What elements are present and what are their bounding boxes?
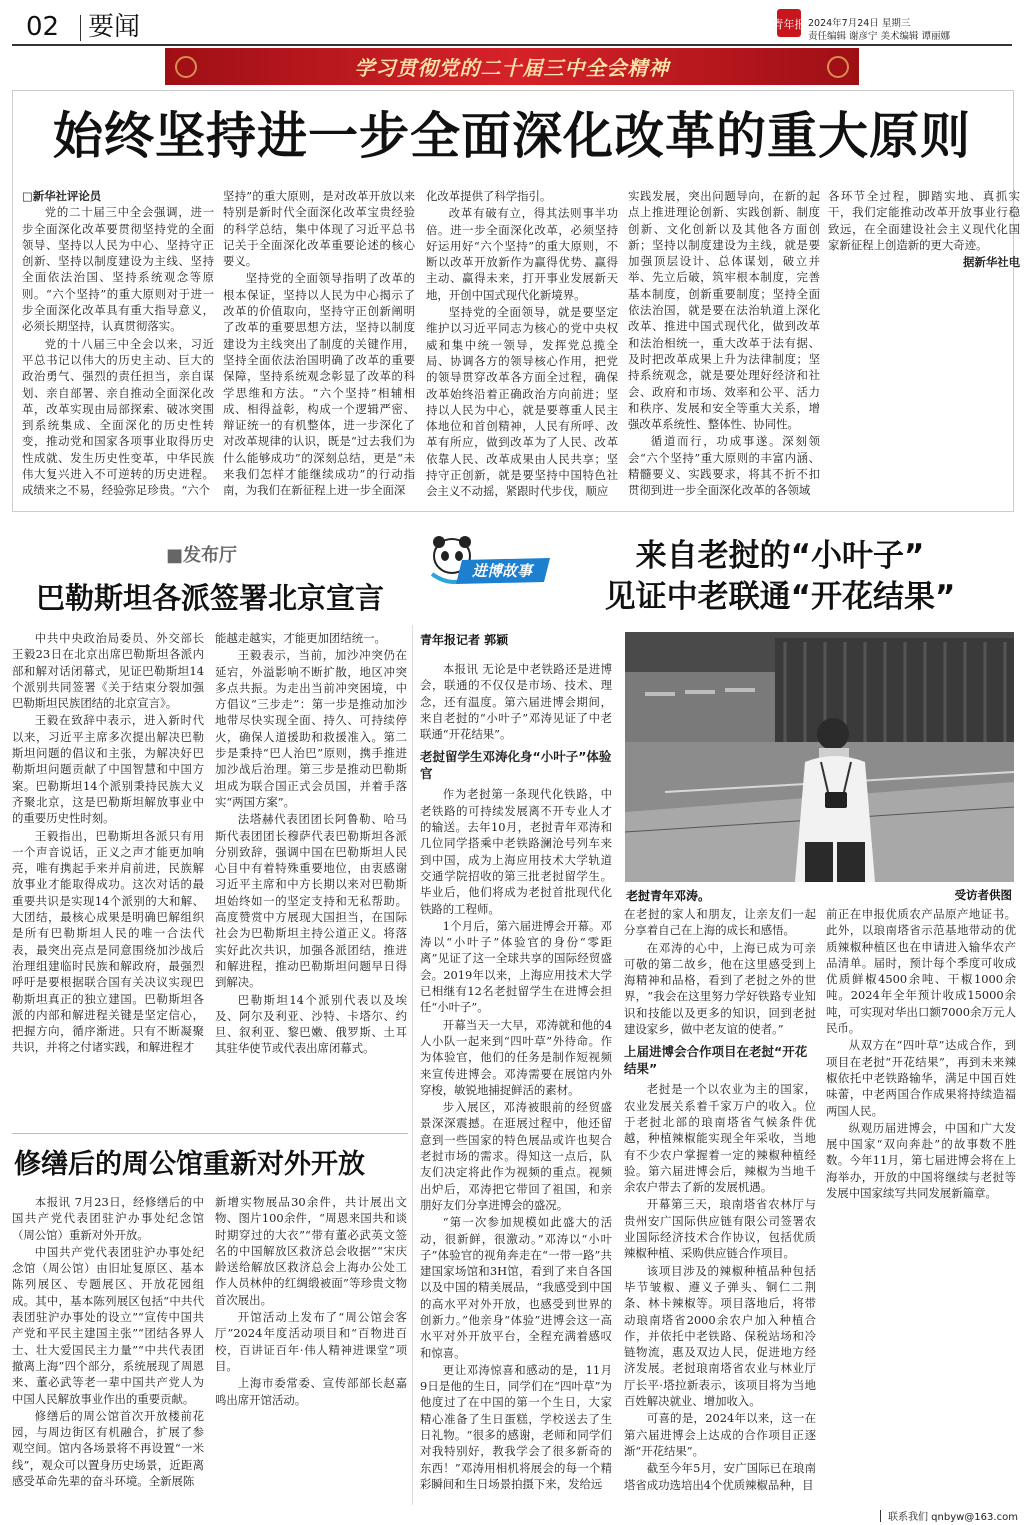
story1-paragraph: 中共中央政治局委员、外交部长王毅23日在北京出席巴勒斯坦各派内部和解对话闭幕式，见证巴勒斯坦14个派别共同签署《关于结束分裂加强巴勒斯坦民族团结的北京宣言》。 [12, 631, 204, 711]
lead-paragraph: 党的十八届三中全会以来，习近平总书记以伟大的历史主动、巨大的政治勇气、强烈的责任担当，亲自谋划、亲自部署、亲自推动全面深化改革，改革实现由局部探索、破冰突围到系统集成、全面深化的历史性转变，推动党和国家各项事业取得历史性成就、发生历史性变革，中华民族伟大复兴进入不可逆转的历史进程。成绩来之不易，经验弥足珍贵。“六个 [22, 336, 214, 498]
photo-credit: 受访者供图 [954, 888, 1012, 902]
story1-paragraph: 王毅表示，当前，加沙冲突仍在延宕，外溢影响不断扩散，地区冲突多点共振。为走出当前冲突困境，中方倡议“三步走”：第一步是推动加沙地带尽快实现全面、持久、可持续停火，确保人道援助和救援准入。第二步是秉持“巴人治巴”原则，携手推进加沙战后治理。第三步是推动巴勒斯坦成为联合国正式会员国，并着手落实“两国方案”。 [215, 648, 407, 809]
story3-paragraph: 截至今年5月，安广国际已在琅南塔省成功选培出4个优质辣椒品种，目 [624, 1461, 816, 1492]
story2-paragraph: 修缮后的周公馆首次开放楼前花园，与周边街区有机融合，扩展了参观空间。馆内各场景将不再设置“一米线”，观众可以置身历史场景，近距离感受革命先辈的奋斗环境。全新展陈 [12, 1408, 204, 1489]
story1-paragraph-cont: 能越走越实，才能更加团结统一。 [215, 631, 386, 645]
theme-banner [165, 48, 859, 85]
story3-paragraph: 可喜的是，2024年以来，这一在第六届进博会上达成的合作项目正逐渐“开花结果”。 [624, 1411, 816, 1458]
flower-ornament-left [175, 56, 197, 78]
story3-reporter: 青年报记者 郭颖 [420, 633, 509, 647]
newspaper-logo-mark [772, 7, 806, 39]
story3-paragraph-cont: 前正在申报优质农产品原产地证书。此外，以琅南塔省示范基地带动的优质辣椒种植区也在申请进入输华农产品清单。届时，预计每个季度可收成优质鲜椒4500余吨、干椒1000余吨。2024年全年预计收成15000余吨，可实现对华出口额7000余万元人民币。 [826, 907, 1016, 1036]
lead-text-flow-3 [426, 188, 618, 500]
story1-paragraph: 法塔赫代表团团长阿鲁勒、哈马斯代表团团长穆萨代表巴勒斯坦各派分别致辞，强调中国在巴勒斯坦人民心目中有着特殊重要地位，由衷感谢习近平主席和中方长期以来对巴勒斯坦始终如一的坚定支持和无私帮助。高度赞赏中方展现大国担当，在国际社会为巴勒斯坦主持公道正义。将落实好此次共识，加强各派团结，推进和解进程，推动巴勒斯坦问题早日得到解决。 [215, 812, 407, 990]
story2-paragraph: 上海市委常委、宣传部部长赵嘉鸣出席开馆活动。 [215, 1376, 407, 1407]
photo-caption: 老挝青年邓涛。 [626, 889, 711, 903]
story1-headline: 巴勒斯坦各派签署北京宣言 [35, 581, 384, 615]
story1-text-flow-a [12, 630, 204, 1056]
footer-rule [880, 1510, 881, 1522]
story3-tag-text: 进博故事 [472, 562, 533, 580]
lead-column-4 [628, 188, 820, 506]
lead-paragraph: 坚持党的全面领导指明了改革的根本保证，坚持以人民为中心揭示了改革的价值取向，坚持守正创新阐明了改革的重要思想方法，坚持以制度建设为主线突出了制度的关键作用，坚持全面依法治国明确了改革的重要保障，坚持系统观念彰显了改革的科学思维和方法。“六个坚持”相辅相成、相得益彰，构成一个逻辑严密、辩证统一的有机整体，进一步深化了对改革规律的认识，既是“过去我们为什么能够成功”的深刻总结，更是“未来我们怎样才能继续成功”的行动指南，为我们在新征程上进一步全面深 [223, 271, 415, 498]
issue-date: 2024年7月24日 星期三 [808, 18, 911, 29]
story3-column-3 [826, 906, 1016, 1506]
column-rule [412, 625, 413, 1505]
story3-paragraph: 在邓涛的心中，上海已成为可亲可敬的第二故乡，他在这里感受到上海精神和品格，看到了老挝之外的世界，“我会在这里努力学好铁路专业知识和技能以及更多的知识，回到老挝建设家乡，做中老友谊的使者。” [624, 940, 816, 1037]
section-title: 要闻 [88, 12, 141, 42]
svg-text:青年报: 青年报 [772, 18, 806, 31]
newspaper-logo [774, 6, 804, 40]
story3-paragraph: 该项目涉及的辣椒种植品种包括毕节皱椒、遵义子弹头、铜仁二荆条、林卡辣椒等。项目落地后，将带动琅南塔省2000余农户加入种植合作，并依托中老铁路、保税站场和冷链物流，惠及双边人民，促进地方经济发展。老挝琅南塔省农业与林业厅厅长平·塔拉新表示，该项目将为当地百姓解决就业、增加收入。 [624, 1263, 816, 1409]
story2-paragraph: 开馆活动上发布了“周公馆会客厅”2024年度活动项目和“百物进百校，百讲证百年·伟人精神进课堂”项目。 [215, 1310, 407, 1373]
lead-column-5 [828, 188, 1020, 506]
story3-paragraph: 开幕当天一大早，邓涛就和他的4人小队一起来到“四叶草”外待命。作为体验官，他们的任务是制作短视频来宣传进博会。邓涛需要在展馆内外穿梭，敏锐地捕捉鲜活的素材。 [420, 1017, 612, 1097]
story3-paragraph: 纵观历届进博会，中国和广大发展中国家“双向奔赴”的故事数不胜数。今年11月，第七届进博会将在上海举办，开放的中国将继续与老挝等发展中国家续写共同发展新篇章。 [826, 1120, 1016, 1201]
page-number: 02 [26, 12, 60, 42]
story1-text-flow-b [215, 630, 407, 1057]
story3-text-flow-c [826, 906, 1016, 1201]
lead-text-flow-5 [828, 188, 1020, 270]
story2-paragraph: 中国共产党代表团驻沪办事处纪念馆（周公馆）由旧址复原区、基本陈列展区、专题展区、开放花园组成。其中，基本陈列展区包括“中共代表团驻沪办事处的设立”“宣传中国共产党和平民主建国主张”“团结各界人士、壮大爱国民主力量”“中共代表团撤离上海”四个部分，系统展现了周恩来、董必武等老一辈中国共产党人为中国人民解放事业作出的重要贡献。 [12, 1244, 204, 1406]
story3-paragraph: 从双方在“四叶草”达成合作，到项目在老挝“开花结果”，再到未来辣椒依托中老铁路输华，满足中国百姓味蕾，中老两国合作成果将持续造福两国人民。 [826, 1038, 1016, 1118]
story1-column-1 [12, 630, 204, 1070]
lead-column-1 [22, 188, 214, 506]
story1-paragraph: 巴勒斯坦14个派别代表以及埃及、阿尔及利亚、沙特、卡塔尔、约旦、叙利亚、黎巴嫩、俄罗斯、土耳其驻华使节或代表出席闭幕式。 [215, 992, 407, 1056]
banner-text: 学习贯彻党的二十届三中全会精神 [354, 56, 670, 80]
editors-line: 责任编辑 谢彦宁 美术编辑 谭丽娜 [808, 31, 951, 42]
story3-headline-line2: 见证中老联通“开花结果” [604, 579, 956, 615]
header-rule [12, 44, 1012, 46]
story2-text-flow-a [12, 1194, 204, 1489]
story3-headline-line1: 来自老挝的“小叶子” [635, 538, 925, 574]
lead-paragraph: 党的二十届三中全会强调，进一步全面深化改革要贯彻坚持党的全面领导、坚持以人民为中心、坚持守正创新、坚持以制度建设为主线、坚持全面依法治国、坚持系统观念等原则。“六个坚持”的重大原则对于进一步全面深化改革具有重大指导意义，必须长期坚持，认真贯彻落实。 [22, 205, 214, 334]
story3-paragraph: 更让邓涛惊喜和感动的是，11月9日是他的生日，同学们在“四叶草”为他度过了在中国的第一个生日，大家精心准备了生日蛋糕，学校送去了生日礼物。“很多的感谢，老师和同学们对我特别好，教我学会了很多新奇的东西！”邓涛用相机将展会的每一个精彩瞬间和生日场景拍摄下来，发给远 [420, 1362, 612, 1491]
story2-headline: 修缮后的周公馆重新对外开放 [14, 1149, 365, 1180]
story2-paragraph: 本报讯 7月23日，经修缮后的中国共产党代表团驻沪办事处纪念馆（周公馆）重新对外开放。 [12, 1195, 204, 1242]
story3-text-flow-a [420, 661, 612, 1492]
lead-text-flow [22, 204, 214, 498]
lead-column-3 [426, 188, 618, 506]
story1-paragraph: 王毅在致辞中表示，进入新时代以来，习近平主席多次提出解决巴勒斯坦问题的倡议和主张，为解决好巴勒斯坦问题贡献了中国智慧和中国方案。巴勒斯坦14个派别秉持民族大义齐聚北京，这是巴勒斯坦解放事业中的重要历史性时刻。 [12, 713, 204, 826]
lead-paragraph-cont: 化改革提供了科学指引。 [426, 189, 552, 203]
story3-subhead: 上届进博会合作项目在老挝“开花结果” [624, 1044, 808, 1077]
lead-byline: □新华社评论员 [22, 189, 102, 203]
lead-column-2 [223, 188, 415, 506]
lead-source: 据新华社电 [963, 255, 1020, 270]
story3-paragraph-cont: 在老挝的家人和朋友，让亲友们一起分享着自己在上海的成长和感悟。 [624, 907, 816, 938]
story3-photo [625, 632, 1014, 882]
lead-paragraph-cont: 坚持”的重大原则，是对改革开放以来特别是新时代全面深化改革宝贵经验的科学总结，集中体现了习近平总书记关于全面深化改革重要论述的核心要义。 [223, 189, 415, 269]
story3-paragraph: 本报讯 无论是中老铁路还是进博会，联通的不仅仅是市场、技术、理念，还有温度。第六届进博会期间，来自老挝的“小叶子”邓涛见证了中老联通“开花结果”。 [420, 662, 612, 742]
story1-column-2 [215, 630, 407, 1070]
story3-subhead: 老挝留学生邓涛化身“小叶子”体验官 [420, 749, 612, 782]
story3-paragraph: “第一次参加规模如此盛大的活动，很新鲜，很激动。”邓涛以“小叶子”体验官的视角奔走在“一带一路”共建国家场馆和3H馆，看到了来自各国以及中国的精美展品，“我感受到中国的高水平对外开放，也感受到世界的创新力。”他亲身“体验”进博会这一高水平对外开放平台，全程充满着感叹和惊喜。 [420, 1215, 612, 1360]
story3-text-flow-b [624, 906, 816, 1493]
story1-kicker: ■发布厅 [166, 545, 238, 566]
story3-paragraph: 开幕第三天，琅南塔省农林厅与贵州安广国际供应链有限公司签署农业国际经济技术合作协议，包括优质辣椒种植、采购供应链合作项目。 [624, 1197, 816, 1261]
lead-text-flow-4 [628, 188, 820, 499]
story3-column-2 [624, 906, 816, 1506]
lead-paragraph: 改革有破有立，得其法则事半功倍。进一步全面深化改革，必须坚持好运用好“六个坚持”的重大原则，不断以改革开放新作为赢得优势、赢得主动、赢得未来，打开事业发展新天地，开创中国式现代化新境界。 [426, 206, 618, 302]
lead-paragraph: 循道而行，功成事遂。深刻领会“六个坚持”重大原则的丰富内涵、精髓要义、实践要求，将其不折不扣贯彻到进一步全面深化改革的各领域 [628, 434, 820, 498]
footer-contact: 联系我们 qnbyw@163.com [888, 1512, 1018, 1523]
flower-ornament-right [827, 56, 849, 78]
lead-paragraph-cont: 实践发展，突出问题导向，在新的起点上推进理论创新、实践创新、制度创新、文化创新以及其他各方面创新；坚持以制度建设为主线，就是要加强顶层设计、总体谋划，破立并举、先立后破，筑牢根本制度，完善基本制度，创新重要制度；坚持全面依法治国，就是要在法治轨道上深化改革、推进中国式现代化，做到改革和法治相统一，重大改革于法有据、及时把改革成果上升为法律制度；坚持系统观念，就是要处理好经济和社会、政府和市场、效率和公平、活力和秩序、发展和安全等重大关系，增强改革系统性、整体性、协同性。 [628, 189, 820, 432]
story3-paragraph: 步入展区，邓涛被眼前的经贸盛景深深震撼。在逛展过程中，他还留意到一些国家的特色展品或许也契合老挝市场的需求。得知这一点后，队友们决定将此作为视频的重点。视频出炉后，邓涛把它带回了祖国，和亲朋好友们分享进博会的盛况。 [420, 1100, 612, 1212]
lead-text-flow-2 [223, 188, 415, 499]
story3-column-1 [420, 661, 612, 1506]
photo-illustration [625, 632, 1014, 882]
story2-text-flow-b [215, 1194, 407, 1408]
lead-headline: 始终坚持进一步全面深化改革的重大原则 [53, 106, 971, 165]
header-divider [80, 15, 81, 41]
story3-tag [426, 530, 554, 592]
lead-paragraph-cont: 各环节全过程，脚踏实地、真抓实干，我们定能推动改革开放事业行稳致远，在全面建设社会主义现代化国家新征程上创造新的更大奇迹。 [828, 189, 1020, 252]
story2-column-2 [215, 1194, 407, 1500]
story1-paragraph: 王毅指出，巴勒斯坦各派只有用一个声音说话，正义之声才能更加响亮，唯有携起手来并肩前进，民族解放事业才能取得成功。这次对话的最重要共识是实现14个派别的大和解、大团结，最核心成果是明确巴解组织是所有巴勒斯坦人民的唯一合法代表，最突出亮点是同意围绕加沙战后治理组建临时民族和解政府，最强烈呼吁是要根据联合国有关决议实现巴勒斯坦真正的独立建国。巴勒斯坦各派的内部和解进程关键是坚定信心，把握方向，循序渐进。只有不断凝聚共识，并将之付诸实践，和解进程才 [12, 828, 204, 1055]
story-divider-1 [12, 1133, 408, 1134]
story2-paragraph-cont: 新增实物展品30余件，共计展出文物、图片100余件，“周恩来国共和谈时期穿过的大衣”“带有董必武英文签名的中国解放区救济总会收据”“宋庆龄送给解放区救济总会上海办公处工作人员林仲的红绸缎被面”等珍贵文物首次展出。 [215, 1195, 407, 1307]
story2-column-1 [12, 1194, 204, 1500]
story3-paragraph: 作为老挝第一条现代化铁路，中老铁路的可持续发展离不开专业人才的输送。去年10月，老挝青年邓涛和几位同学搭乘中老铁路澜沧号列车来到中国，成为上海应用技术大学轨道交通学院招收的第三批老挝留学生。毕业后，他们将成为老挝首批现代化铁路的工程师。 [420, 787, 612, 916]
story3-paragraph: 老挝是一个以农业为主的国家，农业发展关系着千家万户的收入。位于老挝北部的琅南塔省气候条件优越，种植辣椒能实现全年采收，当地有不少农户掌握着一定的辣椒种植经验。第六届进博会后，辣椒为当地千余农户带去了新的发展机遇。 [624, 1082, 816, 1195]
story3-paragraph: 1个月后，第六届进博会开幕。邓涛以“小叶子”体验官的身份“零距离”见证了这一全球共享的国际经贸盛会。2019年以来，上海应用技术大学已相继有12名老挝留学生在进博会担任“小叶子”。 [420, 918, 612, 1015]
lead-paragraph: 坚持党的全面领导，就是要坚定维护以习近平同志为核心的党中央权威和集中统一领导，发挥党总揽全局、协调各方的领导核心作用，把党的领导贯穿改革各方面全过程，确保改革始终沿着正确政治方向前进；坚持以人民为中心，就是要尊重人民主体地位和首创精神，人民有所呼、改革有所应，做到改革为了人民、改革依靠人民、改革成果由人民共享；坚持守正创新，就是要坚持中国特色社会主义不动摇，紧跟时代步伐，顺应 [426, 305, 618, 499]
